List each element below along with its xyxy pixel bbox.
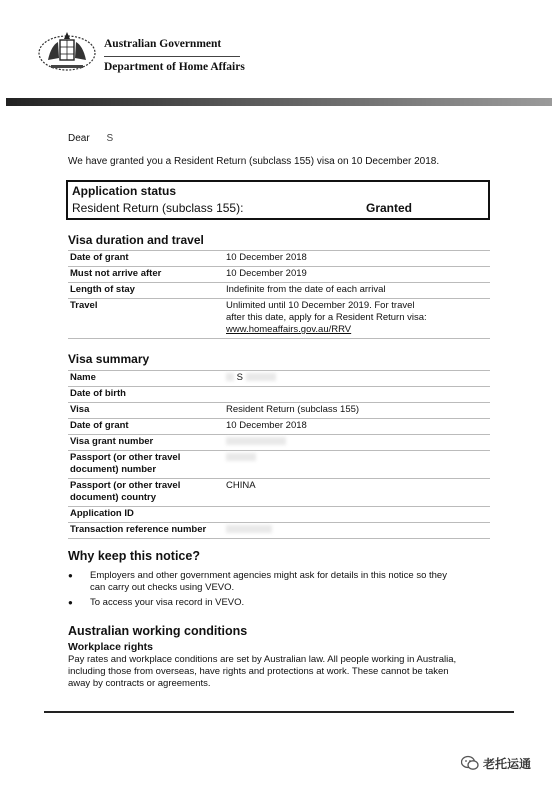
row-value: Indefinite from the date of each arrival xyxy=(224,283,490,299)
header-divider xyxy=(104,56,240,57)
summary-title: Visa summary xyxy=(68,352,150,366)
bullet-line: can carry out checks using VEVO. xyxy=(90,582,235,593)
row-key-line: document) country xyxy=(70,492,157,503)
greeting-name: S xyxy=(106,133,114,144)
row-key: Name xyxy=(68,371,224,387)
wechat-icon xyxy=(461,755,479,771)
table-row xyxy=(68,283,490,299)
row-key xyxy=(68,451,224,479)
row-key: Length of stay xyxy=(68,283,224,299)
redaction xyxy=(226,453,256,461)
row-value xyxy=(224,387,490,403)
row-key-line: Passport (or other travel xyxy=(70,452,181,463)
status-value: Granted xyxy=(366,201,413,215)
duration-table xyxy=(68,250,490,339)
row-value: Resident Return (subclass 155) xyxy=(224,403,490,419)
greeting xyxy=(68,133,113,144)
row-key xyxy=(68,479,224,507)
redaction xyxy=(226,525,272,533)
duration-title: Visa duration and travel xyxy=(68,233,204,247)
row-value: 10 December 2018 xyxy=(224,251,490,267)
redaction xyxy=(226,437,286,445)
row-value xyxy=(224,451,490,479)
table-row xyxy=(68,251,490,267)
conditions-title: Australian working conditions xyxy=(68,624,248,638)
bullet-line: ● Employers and other government agencies might ask for details in this notice so they xyxy=(90,570,447,581)
footer-divider xyxy=(44,711,514,713)
list-item xyxy=(68,570,488,594)
table-row xyxy=(68,403,490,419)
name-value: S xyxy=(236,372,243,383)
row-key: Visa grant number xyxy=(68,435,224,451)
department-name: Department of Home Affairs xyxy=(104,61,245,73)
row-value xyxy=(224,371,490,387)
table-row xyxy=(68,299,490,339)
table-row xyxy=(68,523,490,539)
table-row xyxy=(68,435,490,451)
letterhead xyxy=(36,28,266,78)
row-key: Must not arrive after xyxy=(68,267,224,283)
row-key: Transaction reference number xyxy=(68,523,224,539)
row-key: Date of grant xyxy=(68,419,224,435)
watermark-text: 老托运通 xyxy=(483,757,532,771)
application-status-box xyxy=(66,180,490,220)
status-title: Application status xyxy=(72,184,177,198)
row-key: Date of grant xyxy=(68,251,224,267)
table-row xyxy=(68,387,490,403)
rrv-link[interactable]: www.homeaffairs.gov.au/RRV xyxy=(226,324,352,335)
row-value: CHINA xyxy=(224,479,490,507)
redaction xyxy=(226,373,234,381)
travel-line-2: after this date, apply for a Resident Return visa: xyxy=(226,312,427,323)
table-row xyxy=(68,451,490,479)
row-value: 10 December 2019 xyxy=(224,267,490,283)
row-value: 10 December 2018 xyxy=(224,419,490,435)
row-key-line: document) number xyxy=(70,464,157,475)
body-line: Pay rates and workplace conditions are set by Australian law. All people working in Australia, xyxy=(68,654,457,665)
row-key: Date of birth xyxy=(68,387,224,403)
row-value xyxy=(224,435,490,451)
summary-table xyxy=(68,370,490,539)
list-item xyxy=(68,597,488,609)
body-line: away by contracts or agreements. xyxy=(68,678,211,689)
row-key: Visa xyxy=(68,403,224,419)
table-row xyxy=(68,507,490,523)
row-value xyxy=(224,299,490,339)
body-line: including those from overseas, have rights and protections at work. These cannot be taken xyxy=(68,666,449,677)
row-value xyxy=(224,523,490,539)
intro-sentence: We have granted you a Resident Return (subclass 155) visa on 10 December 2018. xyxy=(68,156,440,167)
header-bar xyxy=(6,98,552,106)
table-row xyxy=(68,419,490,435)
why-title: Why keep this notice? xyxy=(68,549,200,563)
status-label: Resident Return (subclass 155): xyxy=(72,201,244,215)
workplace-rights-body xyxy=(68,654,492,690)
travel-line-1: Unlimited until 10 December 2019. For travel xyxy=(226,300,415,311)
row-key-line: Passport (or other travel xyxy=(70,480,181,491)
workplace-rights-title: Workplace rights xyxy=(68,641,153,653)
status-row xyxy=(72,201,484,215)
row-value xyxy=(224,507,490,523)
row-key: Application ID xyxy=(68,507,224,523)
greeting-word: Dear xyxy=(68,133,90,144)
redaction xyxy=(246,373,276,381)
table-row xyxy=(68,371,490,387)
bullet-line: ● To access your visa record in VEVO. xyxy=(90,597,245,608)
table-row xyxy=(68,267,490,283)
row-key: Travel xyxy=(68,299,224,339)
coat-of-arms-icon xyxy=(36,28,98,74)
government-name: Australian Government xyxy=(104,38,222,50)
table-row xyxy=(68,479,490,507)
why-bullets xyxy=(68,570,488,612)
